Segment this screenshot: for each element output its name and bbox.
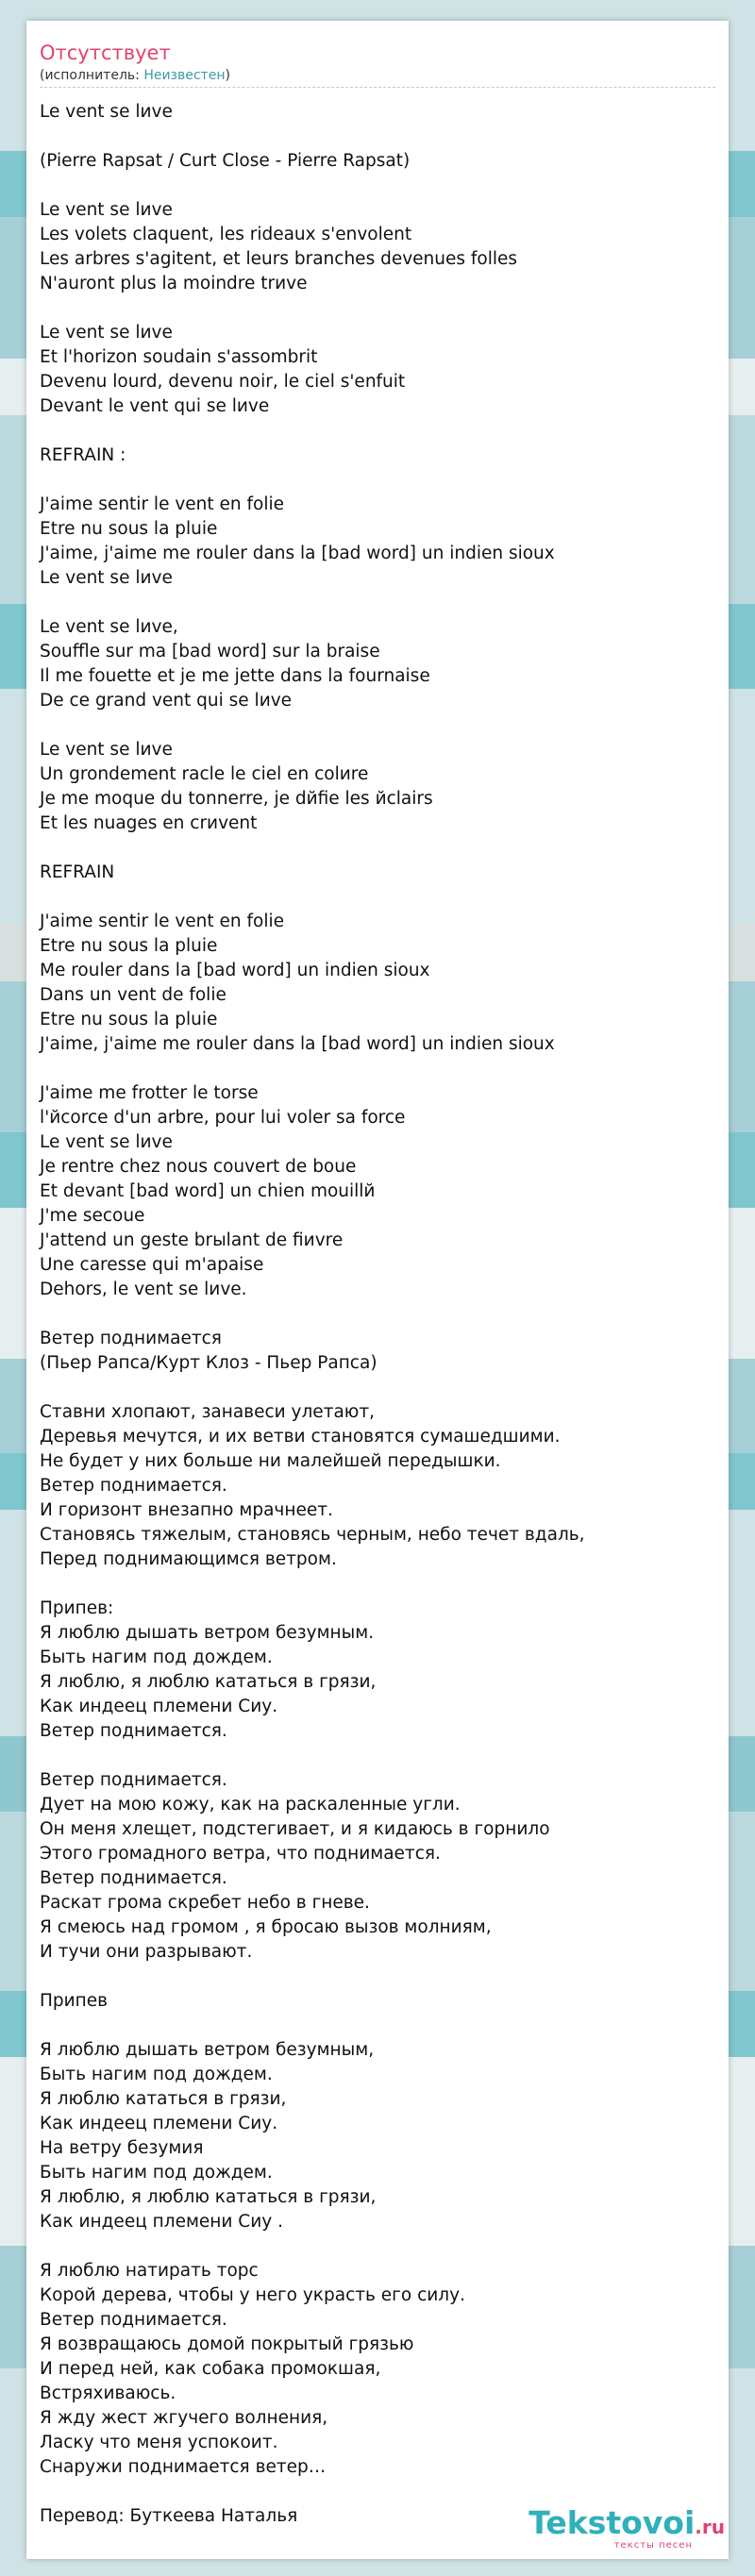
lyric-line: Le vent se lиve — [40, 102, 173, 122]
stanza-gap — [40, 296, 715, 321]
lyric-line: Быть нагим под дождем. — [40, 1648, 273, 1667]
lyric-line: Я люблю натирать торс — [40, 2261, 259, 2281]
stanza-gap — [40, 885, 715, 910]
lyric-line: De ce grand vent qui se lиve — [40, 691, 293, 711]
lyric-line: Дует на мою кожу, как на раскаленные угли. — [40, 1795, 461, 1815]
title-divider — [40, 87, 715, 88]
lyric-line: Le vent se lиve — [40, 568, 173, 588]
lyric-line: Etre nu sous la pluie — [40, 1010, 218, 1029]
lyric-line: Me rouler dans la [bad word] un indien sioux — [40, 961, 430, 980]
lyric-line: REFRAIN : — [40, 445, 126, 465]
lyric-line: Ветер поднимается. — [40, 2310, 227, 2330]
lyric-line: l'йcorce d'un arbre, pour lui voler sa force — [40, 1108, 406, 1128]
stanza-gap — [40, 174, 715, 198]
lyric-line: Припев — [40, 1991, 109, 2011]
lyrics-card — [26, 21, 729, 2559]
artist-prefix: (исполнитель: — [40, 68, 144, 83]
site-logo[interactable] — [528, 2504, 725, 2551]
logo-wordmark — [528, 2504, 725, 2541]
logo-tagline: тексты песен — [613, 2540, 693, 2551]
stanza-gap — [40, 419, 715, 443]
lyric-line: Une caresse qui m'apaise — [40, 1255, 264, 1275]
lyric-line: Становясь тяжелым, становясь черным, небо течет вдаль, — [40, 1525, 585, 1545]
lyric-line: Этого громадного ветра, что поднимается. — [40, 1844, 441, 1864]
lyric-line: Припев: — [40, 1598, 114, 1618]
lyric-line: Le vent se lиve — [40, 740, 173, 760]
lyric-line: J'aime sentir le vent en folie — [40, 494, 284, 514]
lyric-line: Le vent se lиve, — [40, 617, 178, 637]
lyric-line: Dehors, le vent se lиve. — [40, 1280, 247, 1299]
lyric-line: Les arbres s'agitent, et leurs branches devenues folles — [40, 249, 518, 269]
lyric-line: Devenu lourd, devenu noir, le ciel s'enfuit — [40, 372, 406, 392]
lyric-line: На ветру безумия — [40, 2138, 204, 2158]
lyric-line: J'attend un geste brыlant de fiиvre — [40, 1230, 344, 1250]
stanza-gap — [40, 713, 715, 738]
lyric-line: Он меня хлещет, подстегивает, и я кидаюсь в горнило — [40, 1819, 550, 1839]
lyric-line: Devant le vent qui se lиve — [40, 396, 270, 416]
lyric-line: J'aime sentir le vent en folie — [40, 912, 284, 931]
stanza-gap — [40, 1302, 715, 1327]
stanza-gap — [40, 1965, 715, 1989]
lyric-line: Я жду жест жгучего волнения, — [40, 2408, 328, 2428]
artist-link[interactable]: Неизвестен — [143, 68, 226, 83]
lyric-line: Un grondement racle le ciel en colиre — [40, 764, 369, 784]
lyric-line: Как индеец племени Сиу . — [40, 2212, 283, 2232]
lyric-line: Ветер поднимается. — [40, 1770, 227, 1790]
lyric-line: Ветер поднимается. — [40, 1868, 227, 1888]
lyric-line: И тучи они разрывают. — [40, 1942, 253, 1962]
logo-tld: .ru — [695, 2516, 725, 2538]
lyric-line: Я смеюсь над громом , я бросаю вызов молниям, — [40, 1917, 492, 1937]
lyric-line: Быть нагим под дождем. — [40, 2065, 273, 2084]
lyric-line: Я возвращаюсь домой покрытый грязью — [40, 2334, 414, 2354]
lyric-line: J'me secoue — [40, 1206, 145, 1226]
lyric-line: Я люблю дышать ветром безумным. — [40, 1623, 375, 1643]
lyric-line: Il me fouette et je me jette dans la fournaise — [40, 666, 430, 686]
lyric-line: Ветер поднимается. — [40, 1721, 227, 1741]
lyric-line: Не будет у них больше ни малейшей передышки. — [40, 1451, 501, 1471]
lyric-line: Les volets claquent, les rideaux s'envolent — [40, 225, 412, 244]
lyric-line: Etre nu sous la pluie — [40, 519, 218, 539]
stanza-gap — [40, 591, 715, 615]
lyric-line: Раскат грома скребет небо в гневе. — [40, 1893, 370, 1913]
lyric-line: Как индеец племени Сиу. — [40, 2114, 278, 2133]
lyric-line: Ласку что меня успокоит. — [40, 2433, 278, 2452]
stanza-gap — [40, 1057, 715, 1081]
stanza-gap — [40, 125, 715, 149]
lyric-line: Et devant [bad word] un chien mouillй — [40, 1181, 376, 1201]
lyric-line: Я люблю кататься в грязи, — [40, 2089, 287, 2109]
lyric-line: Снаружи поднимается ветер… — [40, 2457, 327, 2477]
stanza-gap — [40, 2480, 715, 2504]
lyric-line: Ветер поднимается. — [40, 1476, 227, 1496]
stanza-gap — [40, 2234, 715, 2259]
lyrics-text — [40, 100, 715, 2529]
lyric-line: Я люблю, я люблю кататься в грязи, — [40, 2187, 377, 2207]
lyric-line: Le vent se lиve — [40, 1132, 173, 1152]
lyric-line: Le vent se lиve — [40, 200, 173, 220]
artist-line — [40, 68, 230, 83]
lyric-line: Корой дерева, чтобы у него украсть его силу. — [40, 2285, 465, 2305]
lyric-line: Et l'horizon soudain s'assombrit — [40, 347, 318, 367]
lyric-line: Je me moque du tonnerre, je dйfie les йclairs — [40, 789, 433, 809]
stanza-gap — [40, 2014, 715, 2038]
artist-suffix: ) — [225, 68, 230, 83]
lyric-line: Перевод: Буткеева Наталья — [40, 2506, 298, 2526]
lyric-line: Souffle sur ma [bad word] sur la braise — [40, 642, 380, 661]
lyric-line: Ветер поднимается — [40, 1329, 222, 1348]
lyric-line: Etre nu sous la pluie — [40, 936, 218, 956]
song-title: Отсутствует — [40, 42, 171, 64]
stanza-gap — [40, 1744, 715, 1768]
lyric-line: И перед ней, как собака промокшая, — [40, 2359, 381, 2379]
stanza-gap — [40, 468, 715, 493]
lyric-line: REFRAIN — [40, 862, 115, 882]
lyric-line: Dans un vent de folie — [40, 985, 226, 1005]
stanza-gap — [40, 1376, 715, 1400]
lyric-line: Перед поднимающимся ветром. — [40, 1549, 337, 1569]
lyric-line: Я люблю, я люблю кататься в грязи, — [40, 1672, 377, 1692]
lyric-line: Быть нагим под дождем. — [40, 2163, 273, 2183]
lyric-line: N'auront plus la moindre trиve — [40, 274, 308, 293]
lyric-line: Я люблю дышать ветром безумным, — [40, 2040, 375, 2060]
lyric-line: Et les nuages en crиvent — [40, 813, 258, 833]
lyric-line: Деревья мечутся, и их ветви становятся сумашедшими. — [40, 1427, 561, 1447]
lyric-line: J'aime me frotter le torse — [40, 1083, 259, 1103]
lyric-line: Le vent se lиve — [40, 323, 173, 343]
lyric-line: Как индеец племени Сиу. — [40, 1697, 278, 1716]
lyric-line: (Пьер Рапса/Курт Клоз - Пьер Рапса) — [40, 1353, 378, 1373]
stanza-gap — [40, 836, 715, 861]
lyric-line: (Pierre Rapsat / Curt Close - Pierre Rapsat) — [40, 151, 411, 171]
lyric-line: Встряхиваюсь. — [40, 2384, 176, 2403]
stanza-gap — [40, 1572, 715, 1597]
lyric-line: И горизонт внезапно мрачнеет. — [40, 1500, 333, 1520]
lyric-line: Ставни хлопают, занавеси улетают, — [40, 1402, 376, 1422]
logo-name: Tekstovoi — [528, 2504, 696, 2541]
lyric-line: J'aime, j'aime me rouler dans la [bad word] un indien sioux — [40, 544, 555, 563]
lyric-line: J'aime, j'aime me rouler dans la [bad word] un indien sioux — [40, 1034, 555, 1054]
lyric-line: Je rentre chez nous couvert de boue — [40, 1157, 357, 1177]
